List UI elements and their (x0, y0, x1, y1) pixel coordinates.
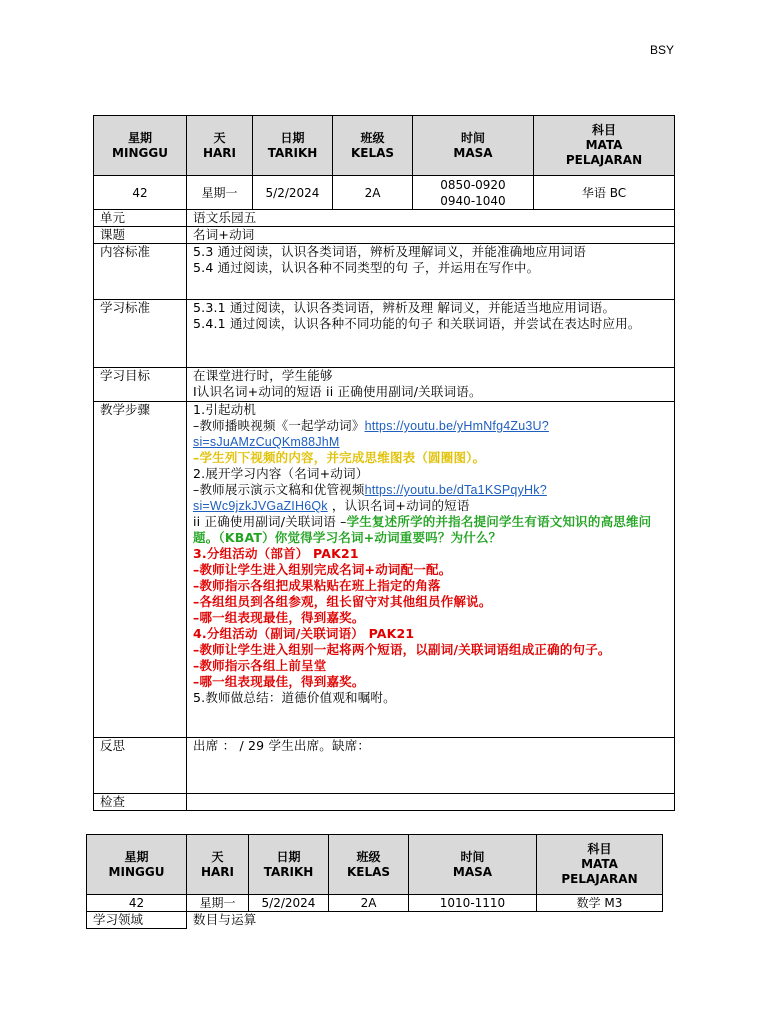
row-learning-area (87, 912, 663, 929)
value-subjek: 华语 BC (534, 176, 675, 210)
header-subjek: 科目 MATA PELAJARAN (534, 116, 675, 176)
video-link-2-cont[interactable]: si=Wc9jzkJVGaZIH6Qk (193, 499, 328, 513)
table2-values-row (87, 895, 663, 912)
value-kelas: 2A (333, 176, 413, 210)
value-minggu: 42 (87, 895, 187, 912)
label-unit: 单元 (94, 210, 187, 227)
value-unit: 语文乐园五 (187, 210, 675, 227)
value-tarikh: 5/2/2024 (253, 176, 333, 210)
value-minggu: 42 (94, 176, 187, 210)
value-subjek: 数学 M3 (537, 895, 663, 912)
value-teaching-steps: 1.引起动机 –教师播映视频《一起学动词》https://youtu.be/yHmNfg4Zu3U? si=sJuAMzCuQKm88JhM –学生列下视频的内容，并完成思维图表（圆圈图）。 2.展开学习内容（名词+动词） –教师展示演示文稿和优管视频https://youtu.be/dTa1KSPqyHk? si=Wc9jzkJVGaZIH6Qk ，认识名词+动词的短语 ii 正确使用副词/关联词语 –学生复述所学的并指名提问学生有语文知识的高思维问题。（KBAT）你觉得学习名词+动词重要吗？为什么？ 3.分组活动（部首） PAK21 –教师让学生进入组别完成名词+动词配一配。 –教师指示各组把成果粘贴在班上指定的角落 –各组组员到各组参观，组长留守对其他组员作解说。 –哪一组表现最佳，得到嘉奖。 4.分组活动（副词/关联词语） PAK21 –教师让学生进入组别一起将两个短语，以副词/关联词语组成正确的句子。 –教师指示各组上前呈堂 –哪一组表现最佳，得到嘉奖。 5.教师做总结：道德价值观和嘱咐。 (187, 402, 675, 738)
label-teaching-steps: 教学步骤 (94, 402, 187, 738)
header-hari: 天 HARI (187, 835, 249, 895)
row-content-standard (94, 244, 675, 300)
row-reflection (94, 738, 675, 794)
label-reflection: 反思 (94, 738, 187, 794)
value-topic: 名词+动词 (187, 227, 675, 244)
video-link-2[interactable]: https://youtu.be/dTa1KSPqyHk? (364, 483, 547, 497)
header-hari: 天 HARI (187, 116, 253, 176)
label-check: 检查 (94, 794, 187, 811)
document-header-tag: BSY (649, 43, 674, 57)
header-tarikh: 日期 TARIKH (253, 116, 333, 176)
header-tarikh: 日期 TARIKH (249, 835, 329, 895)
value-content-standard: 5.3 通过阅读，认识各类词语，辨析及理解词义，并能准确地应用词语 5.4 通过阅读，认识各种不同类型的句 子，并运用在写作中。 (187, 244, 675, 300)
value-learning-area: 数目与运算 (187, 912, 663, 929)
row-teaching-steps (94, 402, 675, 738)
value-reflection: 出席 ： / 29 学生出席。缺席： (187, 738, 675, 794)
row-topic (94, 227, 675, 244)
video-link-1-cont[interactable]: si=sJuAMzCuQKm88JhM (193, 435, 340, 449)
row-unit (94, 210, 675, 227)
value-tarikh: 5/2/2024 (249, 895, 329, 912)
value-learning-standard: 5.3.1 通过阅读，认识各类词语，辨析及理 解词义，并能适当地应用词语。 5.4.1 通过阅读，认识各种不同功能的句子 和关联词语，并尝试在表达时应用。 (187, 300, 675, 368)
value-hari: 星期一 (187, 895, 249, 912)
header-masa: 时间 MASA (413, 116, 534, 176)
lesson-plan-table-1 (93, 115, 675, 811)
row-learning-standard (94, 300, 675, 368)
table2-header-row (87, 835, 663, 895)
label-learning-standard: 学习标准 (94, 300, 187, 368)
value-masa: 1010-1110 (409, 895, 537, 912)
header-masa: 时间 MASA (409, 835, 537, 895)
table1-header-row (94, 116, 675, 176)
header-minggu: 星期 MINGGU (94, 116, 187, 176)
label-content-standard: 内容标准 (94, 244, 187, 300)
value-learning-goal: 在课堂进行时，学生能够 I认识名词+动词的短语 ii 正确使用副词/关联词语。 (187, 368, 675, 402)
header-kelas: 班级 KELAS (333, 116, 413, 176)
row-check (94, 794, 675, 811)
label-topic: 课题 (94, 227, 187, 244)
value-hari: 星期一 (187, 176, 253, 210)
row-learning-goal (94, 368, 675, 402)
video-link-1[interactable]: https://youtu.be/yHmNfg4Zu3U? (364, 419, 549, 433)
header-kelas: 班级 KELAS (329, 835, 409, 895)
header-minggu: 星期 MINGGU (87, 835, 187, 895)
value-masa: 0850-0920 0940-1040 (413, 176, 534, 210)
value-kelas: 2A (329, 895, 409, 912)
label-learning-area: 学习领域 (87, 912, 187, 929)
header-subjek: 科目 MATA PELAJARAN (537, 835, 663, 895)
label-learning-goal: 学习目标 (94, 368, 187, 402)
table1-values-row (94, 176, 675, 210)
lesson-plan-table-2 (86, 834, 663, 929)
value-check (187, 794, 675, 811)
